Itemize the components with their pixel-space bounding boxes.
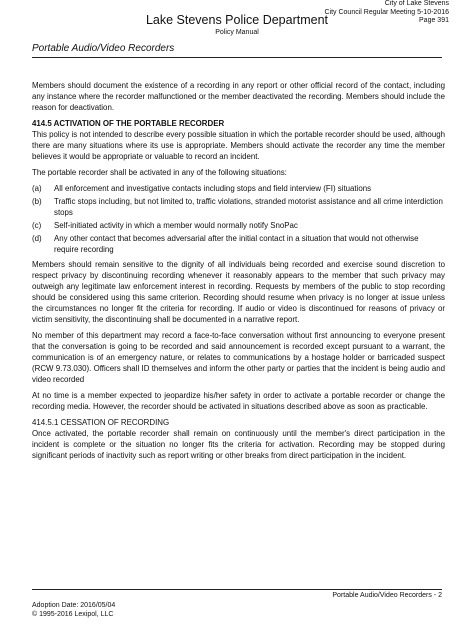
document-body <box>32 80 445 466</box>
paragraph: At no time is a member expected to jeopardize his/her safety in order to activate a portable recorder or change the recording media. However, the recorder should be activated in situations described above as soon as practicable. <box>32 391 445 411</box>
list-item <box>32 196 445 218</box>
section-header: Portable Audio/Video Recorders <box>32 43 442 58</box>
footer-info <box>32 601 115 619</box>
list-item <box>32 183 445 194</box>
stamp-meeting: City Council Regular Meeting 5-10-2016 <box>324 8 449 16</box>
list-text: Traffic stops including, but not limited to, traffic violations, stranded motorist assistance and all crime interdiction stops <box>54 197 443 217</box>
footer-page-label: Portable Audio/Video Recorders - 2 <box>332 592 442 599</box>
list-text: All enforcement and investigative contacts including stops and field interview (FI) situations <box>54 184 372 193</box>
paragraph: No member of this department may record a face-to-face conversation without first announcing to everyone present that the conversation is going to be recorded and said announcement is recorded except pursuant to a warrant, the communication is of an emergency nature, or relates to communications by a hostage holder or barricaded suspect (RCW 9.73.030). Officers shall ID themselves and inform the other party or parties that the incident is being audio and video recorded <box>32 331 445 384</box>
list-marker: (d) <box>32 234 42 243</box>
adoption-date: Adoption Date: 2016/05/04 <box>32 602 116 609</box>
paragraph: Once activated, the portable recorder shall remain on continuously until the member's direct participation in the incident is complete or the situation no longer fits the criteria for activation. Recording may be stopped during significant periods of inactivity such as report writing or other breaks from direct participation in the incident. <box>32 429 445 460</box>
paragraph: Members should document the existence of a recording in any report or other official record of the contact, including any instance where the recorder malfunctioned or the member deactivated the recording. Members should include the reason for deactivation. <box>32 81 445 112</box>
section-heading: 414.5 ACTIVATION OF THE PORTABLE RECORDER <box>32 119 225 128</box>
list-item <box>32 220 445 231</box>
list-item <box>32 233 445 255</box>
list-text: Any other contact that becomes adversarial after the initial contact in a situation that would not otherwise require recording <box>54 234 419 254</box>
activation-situations-list <box>32 183 445 255</box>
paragraph: Members should remain sensitive to the dignity of all individuals being recorded and exercise sound discretion to respect privacy by discontinuing recording whenever it reasonably appears to the member that such privacy may outweigh any legitimate law enforcement interest in recording. Requests by members of the public to stop recording should be considered using this same criterion. Recording should resume when privacy is no longer at issue unless the circumstances no longer fit the criteria for recording. If audio or video is discontinued for reasons of privacy or victim sensitivity, the discontinuing shall be documented in a narrative report. <box>32 260 445 324</box>
paragraph: This policy is not intended to describe every possible situation in which the portable recorder should be used, although there are many situations where its use is appropriate. Members should activate the recorder any time the member believes it would be appropriate or valuable to record an incident. <box>32 130 445 161</box>
list-marker: (c) <box>32 221 42 230</box>
copyright: © 1995-2016 Lexipol, LLC <box>32 611 114 618</box>
manual-name: Policy Manual <box>215 29 259 36</box>
stamp-page: Page 391 <box>419 17 449 24</box>
department-name: Lake Stevens Police Department <box>145 13 329 27</box>
paragraph: The portable recorder shall be activated in any of the following situations: <box>32 168 287 177</box>
list-marker: (b) <box>32 197 42 206</box>
page-header <box>0 13 474 37</box>
list-marker: (a) <box>32 184 42 193</box>
stamp-city: City of Lake Stevens <box>384 0 449 7</box>
subsection-heading: 414.5.1 CESSATION OF RECORDING <box>32 418 170 427</box>
list-text: Self-initiated activity in which a member would normally notify SnoPac <box>54 221 298 230</box>
footer-divider <box>32 589 442 590</box>
